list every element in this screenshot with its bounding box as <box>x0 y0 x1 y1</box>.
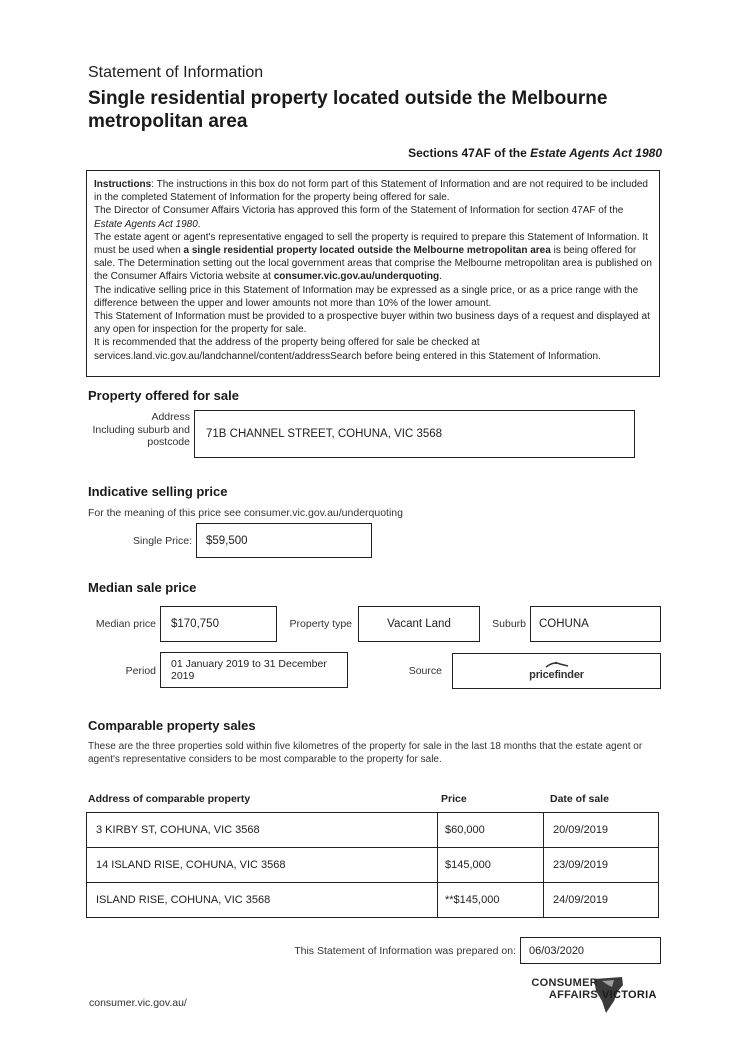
sections-act: Estate Agents Act 1980 <box>530 146 662 160</box>
pricefinder-logo-icon <box>544 661 570 669</box>
instructions-p1: Instructions: The instructions in this box do not form part of this Statement of Information and are not required to be included in the completed Statement of Information for the property being offered for sale. <box>94 179 648 204</box>
comparable-address: ISLAND RISE, COHUNA, VIC 3568 <box>96 894 271 906</box>
instructions-p2: The Director of Consumer Affairs Victoria has approved this form of the Statement of Information for section 47AF of the Estate Agents Act 1980. <box>94 205 624 230</box>
instructions-p5: This Statement of Information must be provided to a prospective buyer within two business days of a request and displayed at any open for inspection for the property for sale. <box>94 311 650 336</box>
period-value: 01 January 2019 to 31 December 2019 <box>171 658 327 682</box>
document-title: Single residential property located outside the Melbourne metropolitan area <box>88 88 608 132</box>
source-value: pricefinder <box>529 669 584 681</box>
footer-url[interactable]: consumer.vic.gov.au/ <box>89 997 187 1009</box>
col-price-header: Price <box>441 793 467 805</box>
comparable-heading: Comparable property sales <box>88 718 256 733</box>
logo-line-affairs: AFFAIRS <box>548 989 598 1001</box>
median-heading: Median sale price <box>88 580 197 595</box>
property-heading: Property offered for sale <box>88 388 239 403</box>
prepared-date: 06/03/2020 <box>529 944 585 957</box>
instructions-box <box>86 170 660 377</box>
median-price-label: Median price <box>95 618 156 630</box>
indicative-heading: Indicative selling price <box>88 484 228 499</box>
comparable-price: $145,000 <box>445 859 491 871</box>
source-label: Source <box>408 665 442 677</box>
comparable-price: **$145,000 <box>445 894 500 906</box>
comparable-address: 14 ISLAND RISE, COHUNA, VIC 3568 <box>96 859 286 871</box>
comparable-table <box>86 812 659 918</box>
document-type: Statement of Information <box>88 64 264 81</box>
comparable-date: 24/09/2019 <box>553 894 609 906</box>
comparable-note: These are the three properties sold within five kilometres of the property for sale in the last 18 months that the estate agent or agent's representative considers to be most comparable to the property for sale. <box>88 741 643 765</box>
property-address-field <box>194 410 635 458</box>
median-price-field <box>160 606 277 642</box>
sections-prefix: Sections 47AF of the <box>408 146 531 160</box>
suburb-value: COHUNA <box>539 618 589 630</box>
single-price-label: Single Price: <box>133 535 192 547</box>
col-address-header: Address of comparable property <box>88 793 251 805</box>
sections-reference <box>408 146 662 160</box>
suburb-field <box>530 606 661 642</box>
period-label: Period <box>125 665 156 677</box>
col-date-header: Date of sale <box>550 793 609 805</box>
logo-line-victoria: VICTORIA <box>602 989 657 1001</box>
instructions-p6: It is recommended that the address of the property being offered for sale be checked at services.land.vic.gov.au/landchannel/content/addressSearch before being entered in this Statement of Information. <box>94 337 601 362</box>
consumer-affairs-victoria-logo <box>520 975 665 1015</box>
prepared-label: This Statement of Information was prepared on: <box>294 945 516 957</box>
underquoting-link[interactable]: consumer.vic.gov.au/underquoting <box>273 271 440 283</box>
comparable-address: 3 KIRBY ST, COHUNA, VIC 3568 <box>96 824 260 836</box>
instructions-p3: The estate agent or agent's representative engaged to sell the property is required to prepare this Statement of Information. It must be used when a single residential property located outside the Melbourne metropolitan area is being offered for sale. The Determination setting out the local government areas that comprise the Melbourne metropolitan area is published on the Consumer Affairs Victoria website at consumer.vic.gov.au/underquoting. <box>94 231 652 283</box>
table-row <box>87 883 658 918</box>
source-field <box>452 653 661 689</box>
property-address: 71B CHANNEL STREET, COHUNA, VIC 3568 <box>206 428 443 440</box>
comparable-date: 20/09/2019 <box>553 824 609 836</box>
single-price-value: $59,500 <box>206 534 248 547</box>
single-price-field <box>196 523 372 558</box>
comparable-date: 23/09/2019 <box>553 859 609 871</box>
table-row <box>87 848 658 883</box>
property-type-field <box>358 606 480 642</box>
suburb-label: Suburb <box>492 618 526 630</box>
comparable-price: $60,000 <box>445 824 485 836</box>
property-type-label: Property type <box>289 618 352 630</box>
logo-line-consumer: CONSUMER <box>531 977 598 989</box>
instructions-p4: The indicative selling price in this Statement of Information may be expressed as a single price, or as a price range with the difference between the upper and lower amounts not more than 10% of the lower amount. <box>94 284 639 309</box>
column-divider <box>543 813 544 917</box>
period-field <box>160 652 348 688</box>
table-row <box>87 813 658 848</box>
prepared-date-field <box>520 937 661 964</box>
instructions-lead: Instructions <box>94 179 152 190</box>
median-price-value: $170,750 <box>171 618 219 630</box>
address-label: Address Including suburb and postcode <box>92 411 190 448</box>
indicative-note: For the meaning of this price see consumer.vic.gov.au/underquoting <box>88 507 403 519</box>
property-type-value: Vacant Land <box>387 618 451 630</box>
column-divider <box>437 813 438 917</box>
